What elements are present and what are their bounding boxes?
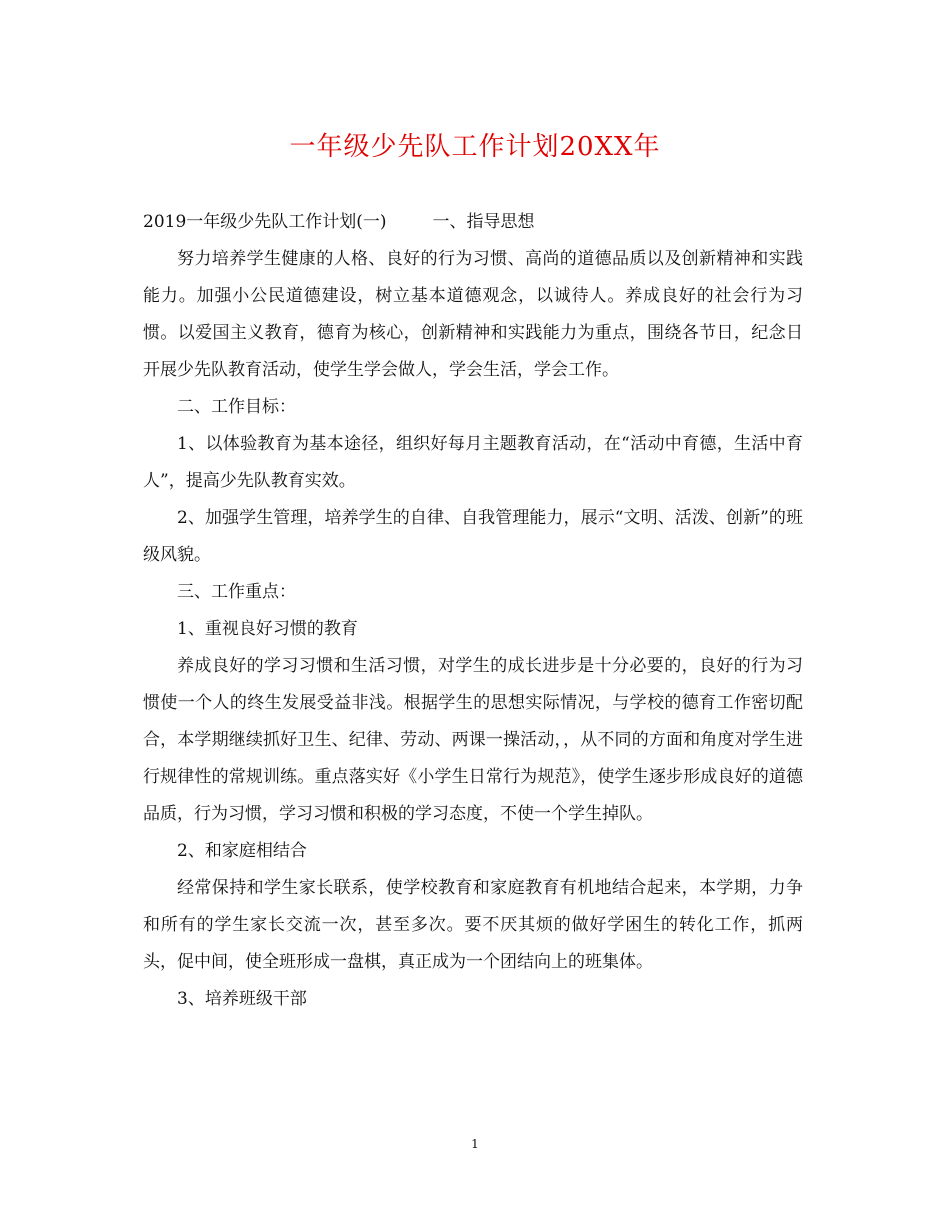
paragraph-goal-2: 2、加强学生管理，培养学生的自律、自我管理能力，展示“文明、活泼、创新”的班级风貌。 — [143, 508, 803, 565]
section-heading-goals: 二、工作目标： — [177, 397, 296, 417]
subheading-family: 2、和家庭相结合 — [177, 841, 307, 861]
section-heading-focus: 三、工作重点： — [177, 582, 296, 602]
page-title: 一年级少先队工作计划20XX年 — [289, 132, 661, 162]
section-heading-guiding-ideology: 一、指导思想 — [432, 212, 535, 232]
paragraph-guiding-ideology: 努力培养学生健康的人格、良好的行为习惯、高尚的道德品质以及创新精神和实践能力。加强小公民道德建设，树立基本道德观念，以诚待人。养成良好的社会行为习惯。以爱国主义教育，德育为核心，创新精神和实践能力为重点，围绕各节日，纪念日开展少先队教育活动，使学生学会做人，学会生活，学会工作。 — [143, 249, 803, 380]
paragraph-family: 经常保持和学生家长联系，使学校教育和家庭教育有机地结合起来，本学期，力争和所有的学生家长交流一次，甚至多次。要不厌其烦的做好学困生的转化工作，抓两头，促中间，使全班形成一盘棋，真正成为一个团结向上的班集体。 — [143, 878, 803, 972]
plan-subtitle: 2019一年级少先队工作计划(一) — [143, 212, 387, 232]
paragraph-habits: 养成良好的学习习惯和生活习惯，对学生的成长进步是十分必要的，良好的行为习惯使一个人的终生发展受益非浅。根据学生的思想实际情况，与学校的德育工作密切配合，本学期继续抓好卫生、纪律、劳动、两课一操活动，，从不同的方面和角度对学生进行规律性的常规训练。重点落实好《小学生日常行为规范》，使学生逐步形成良好的道德品质，行为习惯，学习习惯和积极的学习态度，不使一个学生掉队。 — [143, 656, 803, 824]
first-line — [143, 204, 803, 241]
paragraph-goal-1: 1、以体验教育为基本途径，组织好每月主题教育活动，在“活动中育德，生活中育人”，提高少先队教育实效。 — [143, 434, 803, 491]
document-body — [143, 204, 803, 1018]
subheading-class-cadres: 3、培养班级干部 — [177, 989, 307, 1009]
page-number: 1 — [471, 1137, 479, 1151]
subheading-habits: 1、重视良好习惯的教育 — [177, 619, 358, 639]
